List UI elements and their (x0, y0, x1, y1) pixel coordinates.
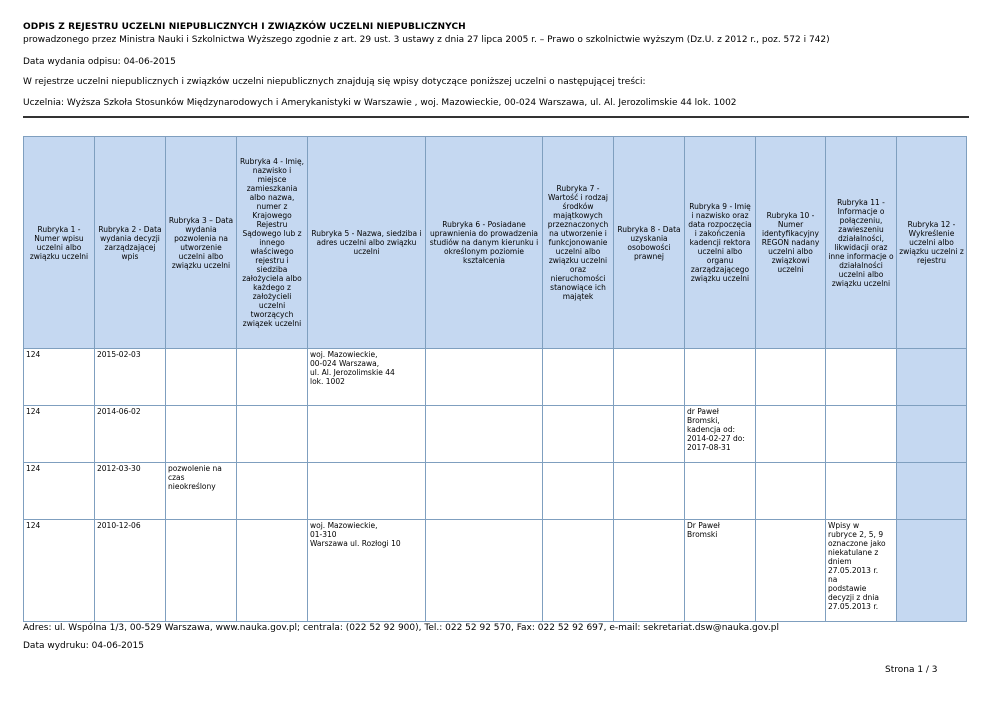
table-cell (756, 406, 826, 463)
table-cell (826, 406, 897, 463)
column-header-rubryka-11: Rubryka 11 - Informacje o połączeniu, zawieszeniu działalności, likwidacji oraz inne informacje o działalności uczelni albo związku uczelni (826, 137, 897, 349)
column-header-rubryka-10: Rubryka 10 - Numer identyfikacyjny REGON nadany uczelni albo związkowi uczelni (756, 137, 826, 349)
table-body (24, 349, 967, 622)
table-cell (543, 406, 614, 463)
university-line: Uczelnia: Wyższa Szkoła Stosunków Międzynarodowych i Amerykanistyki w Warszawie , woj. Mazowieckie, 00-024 Warszawa, ul. Al. Jerozolimskie 44 lok. 1002 (23, 98, 737, 108)
intro-text: W rejestrze uczelni niepublicznych i związków uczelni niepublicznych znajdują się wpisy dotyczące poniższej uczelni o następującej treści: (23, 77, 646, 87)
table-cell (614, 349, 685, 406)
table-cell (166, 349, 237, 406)
table-cell (756, 520, 826, 622)
table-cell: 2010-12-06 (95, 520, 166, 622)
table-cell: woj. Mazowieckie, 00-024 Warszawa, ul. Al. Jerozolimskie 44 lok. 1002 (308, 349, 426, 406)
table-cell (826, 463, 897, 520)
table-row (24, 406, 967, 463)
table-cell: 2015-02-03 (95, 349, 166, 406)
column-header-rubryka-9: Rubryka 9 - Imię i nazwisko oraz data rozpoczęcia i zakończenia kadencji rektora uczelni albo organu zarządzającego związku uczelni (685, 137, 756, 349)
table-cell (308, 406, 426, 463)
table-cell (543, 349, 614, 406)
table-cell (756, 349, 826, 406)
table-cell (897, 406, 967, 463)
table-cell (756, 463, 826, 520)
table-cell (426, 463, 543, 520)
column-header-rubryka-4: Rubryka 4 - Imię, nazwisko i miejsce zamieszkania albo nazwa, numer z Krajowego Rejestru Sądowego lub z innego właściwego rejestru i siedziba założyciela albo każdego z założycieli uczelni tworzących związek uczelni (237, 137, 308, 349)
table-cell (614, 406, 685, 463)
table-cell (685, 463, 756, 520)
table-cell (237, 406, 308, 463)
table-cell (897, 463, 967, 520)
table-cell (543, 520, 614, 622)
table-cell: dr Paweł Bromski, kadencja od: 2014-02-27 do: 2017-08-31 (685, 406, 756, 463)
table-row (24, 463, 967, 520)
document-subtitle: prowadzonego przez Ministra Nauki i Szkolnictwa Wyższego zgodnie z art. 29 ust. 3 ustawy z dnia 27 lipca 2005 r. – Prawo o szkolnictwie wyższym (Dz.U. z 2012 r., poz. 572 i 742) (23, 35, 830, 45)
table-cell (543, 463, 614, 520)
table-cell (897, 349, 967, 406)
table-cell: Dr Paweł Bromski (685, 520, 756, 622)
registry-table (23, 136, 967, 622)
issue-date: Data wydania odpisu: 04-06-2015 (23, 57, 176, 67)
column-header-rubryka-12: Rubryka 12 - Wykreślenie uczelni albo związku uczelni z rejestru (897, 137, 967, 349)
table-row (24, 520, 967, 622)
table-cell: 124 (24, 349, 95, 406)
table-cell: 124 (24, 520, 95, 622)
table-cell (685, 349, 756, 406)
page-number: Strona 1 / 3 (885, 665, 938, 675)
table-cell: 124 (24, 406, 95, 463)
table-cell: Wpisy w rubryce 2, 5, 9 oznaczone jako niekatulane z dniem 27.05.2013 r. na podstawie decyzji z dnia 27.05.2013 r. (826, 520, 897, 622)
footer-address: Adres: ul. Wspólna 1/3, 00-529 Warszawa, www.nauka.gov.pl; centrala: (022 52 92 900), Tel.: 022 52 92 570, Fax: 022 52 92 697, e-mail: sekretariat.dsw@nauka.gov.pl (23, 623, 779, 633)
table-cell (614, 463, 685, 520)
table-cell (426, 520, 543, 622)
table-cell (826, 349, 897, 406)
table-cell (166, 406, 237, 463)
column-header-rubryka-8: Rubryka 8 - Data uzyskania osobowości prawnej (614, 137, 685, 349)
table-cell (308, 463, 426, 520)
column-header-rubryka-7: Rubryka 7 - Wartość i rodzaj środków majątkowych przeznaczonych na utworzenie i funkcjonowanie uczelni albo związku uczelni oraz nieruchomości stanowiące ich majątek (543, 137, 614, 349)
column-header-rubryka-1: Rubryka 1 - Numer wpisu uczelni albo związku uczelni (24, 137, 95, 349)
table-cell (897, 520, 967, 622)
table-cell (166, 520, 237, 622)
table-cell: 124 (24, 463, 95, 520)
table-row (24, 349, 967, 406)
header-divider (23, 116, 969, 118)
table-cell (426, 406, 543, 463)
table-cell: woj. Mazowieckie, 01-310 Warszawa ul. Rozłogi 10 (308, 520, 426, 622)
table-cell (237, 463, 308, 520)
table-cell: 2012-03-30 (95, 463, 166, 520)
column-header-rubryka-3: Rubryka 3 – Data wydania pozwolenia na utworzenie uczelni albo związku uczelni (166, 137, 237, 349)
table-header-row (24, 137, 967, 349)
table-cell (426, 349, 543, 406)
table-cell: pozwolenie na czas nieokreślony (166, 463, 237, 520)
document-title: ODPIS Z REJESTRU UCZELNI NIEPUBLICZNYCH I ZWIĄZKÓW UCZELNI NIEPUBLICZNYCH (23, 22, 466, 32)
column-header-rubryka-2: Rubryka 2 - Data wydania decyzji zarządzającej wpis (95, 137, 166, 349)
table-cell: 2014-06-02 (95, 406, 166, 463)
print-date: Data wydruku: 04-06-2015 (23, 641, 144, 651)
table-cell (237, 349, 308, 406)
table-cell (614, 520, 685, 622)
column-header-rubryka-6: Rubryka 6 - Posiadane uprawnienia do prowadzenia studiów na danym kierunku i określonym poziomie kształcenia (426, 137, 543, 349)
table-cell (237, 520, 308, 622)
column-header-rubryka-5: Rubryka 5 - Nazwa, siedziba i adres uczelni albo związku uczelni (308, 137, 426, 349)
